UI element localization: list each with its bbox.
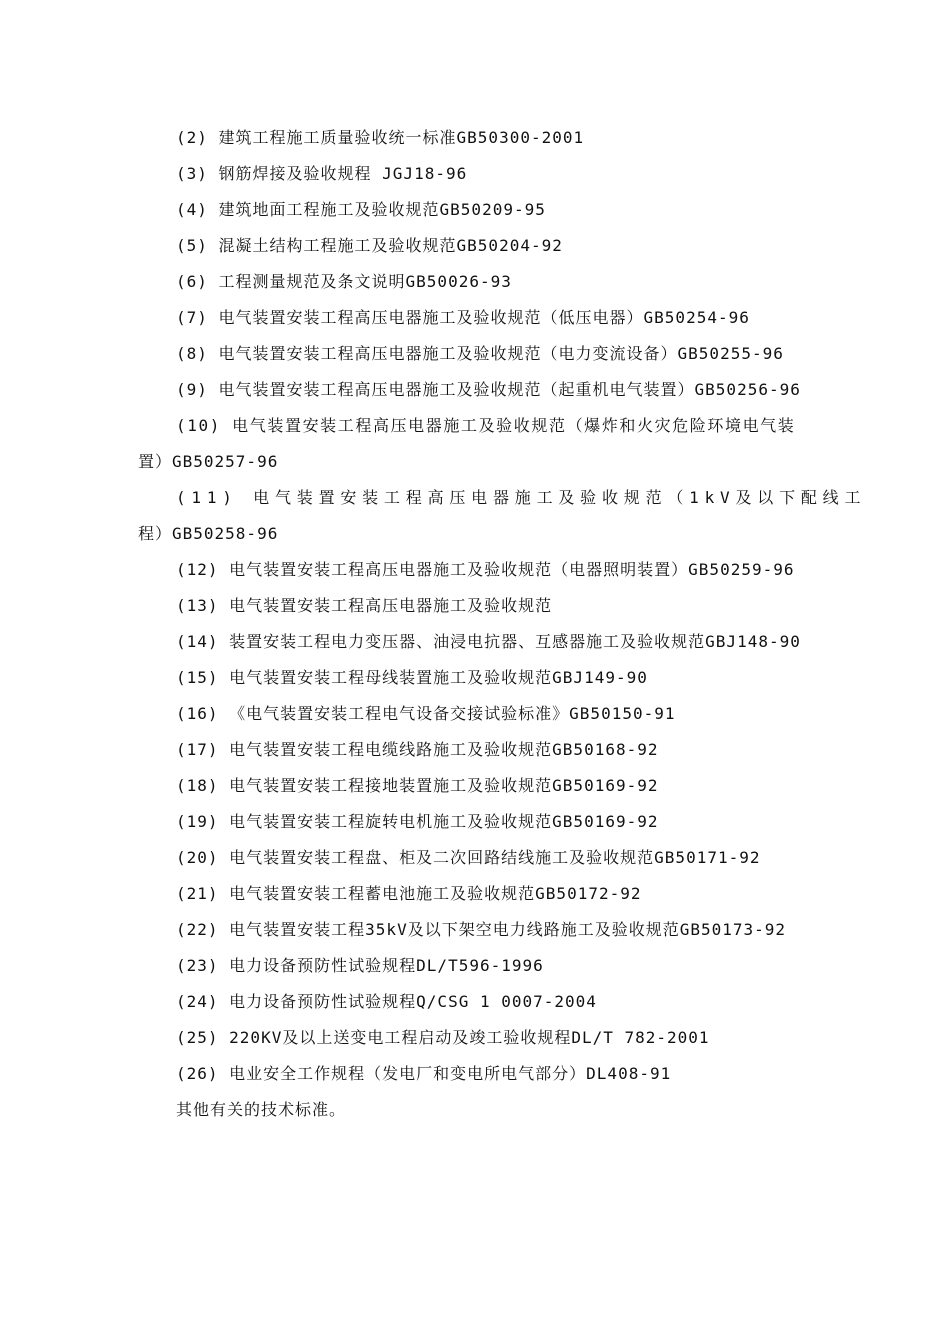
list-item: (9) 电气装置安装工程高压电器施工及验收规范（起重机电气装置）GB50256-96 <box>176 380 801 399</box>
list-item: (4) 建筑地面工程施工及验收规范GB50209-95 <box>176 200 546 219</box>
list-item: (17) 电气装置安装工程电缆线路施工及验收规范GB50168-92 <box>176 740 659 759</box>
list-item: (23) 电力设备预防性试验规程DL/T596-1996 <box>176 956 544 975</box>
list-item: (3) 钢筋焊接及验收规程 JGJ18-96 <box>176 164 468 183</box>
list-item: (11) 电气装置安装工程高压电器施工及验收规范（1kV及以下配线工 <box>176 488 867 507</box>
closing-text: 其他有关的技术标准。 <box>176 1100 347 1119</box>
standards-list <box>138 122 867 1130</box>
list-item: (26) 电业安全工作规程（发电厂和变电所电气部分）DL408-91 <box>176 1064 672 1083</box>
list-item: (16) 《电气装置安装工程电气设备交接试验标准》GB50150-91 <box>176 704 676 723</box>
list-item: (12) 电气装置安装工程高压电器施工及验收规范（电器照明装置）GB50259-96 <box>176 560 795 579</box>
list-item: (18) 电气装置安装工程接地装置施工及验收规范GB50169-92 <box>176 776 659 795</box>
list-item-continuation: 程）GB50258-96 <box>138 524 279 543</box>
list-item: (24) 电力设备预防性试验规程Q/CSG 1 0007-2004 <box>176 992 597 1011</box>
list-item: (10) 电气装置安装工程高压电器施工及验收规范（爆炸和火灾危险环境电气装 <box>176 416 796 435</box>
list-item: (8) 电气装置安装工程高压电器施工及验收规范（电力变流设备）GB50255-96 <box>176 344 784 363</box>
list-item: (22) 电气装置安装工程35kV及以下架空电力线路施工及验收规范GB50173-92 <box>176 920 787 939</box>
list-item-continuation: 置）GB50257-96 <box>138 452 279 471</box>
list-item: (6) 工程测量规范及条文说明GB50026-93 <box>176 272 512 291</box>
list-item: (5) 混凝土结构工程施工及验收规范GB50204-92 <box>176 236 563 255</box>
list-item: (14) 装置安装工程电力变压器、油浸电抗器、互感器施工及验收规范GBJ148-90 <box>176 632 801 651</box>
list-item: (13) 电气装置安装工程高压电器施工及验收规范 <box>176 596 553 615</box>
list-item: (20) 电气装置安装工程盘、柜及二次回路结线施工及验收规范GB50171-92 <box>176 848 761 867</box>
list-item: (7) 电气装置安装工程高压电器施工及验收规范（低压电器）GB50254-96 <box>176 308 750 327</box>
list-item: (21) 电气装置安装工程蓄电池施工及验收规范GB50172-92 <box>176 884 642 903</box>
list-item: (15) 电气装置安装工程母线装置施工及验收规范GBJ149-90 <box>176 668 648 687</box>
list-item: (19) 电气装置安装工程旋转电机施工及验收规范GB50169-92 <box>176 812 659 831</box>
list-item: (25) 220KV及以上送变电工程启动及竣工验收规程DL/T 782-2001 <box>176 1028 710 1047</box>
list-item: (2) 建筑工程施工质量验收统一标准GB50300-2001 <box>176 128 585 147</box>
